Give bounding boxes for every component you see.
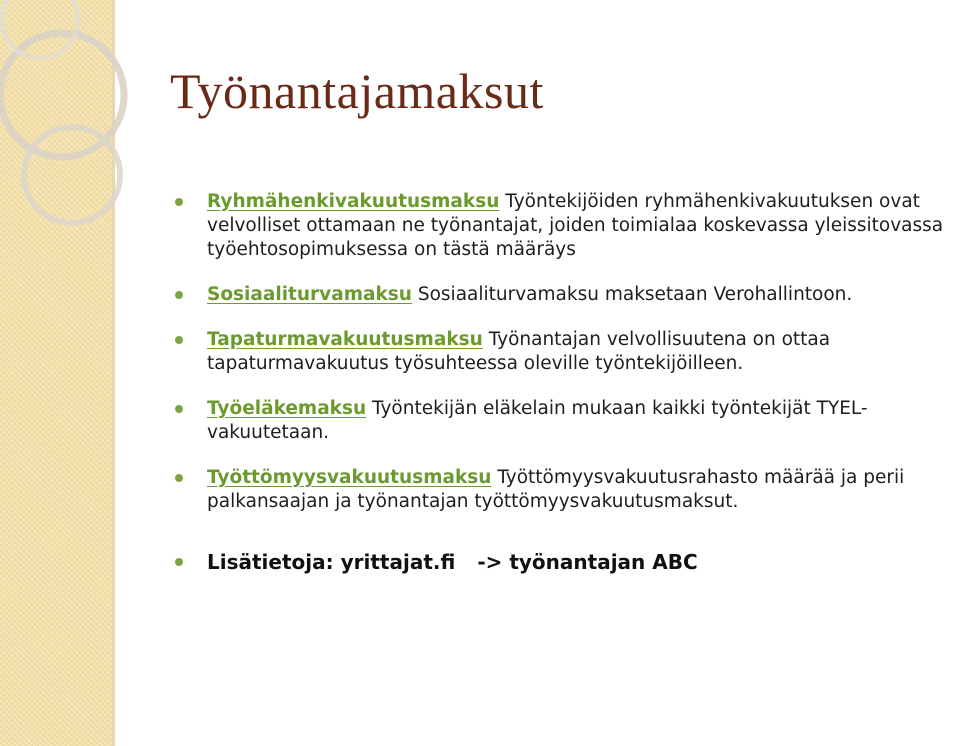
list-item — [175, 466, 955, 514]
bullet-dot-icon — [175, 198, 183, 206]
more-info-arrow-text: -> työnantajan ABC — [477, 550, 698, 574]
link-tyottomyysvakuutusmaksu[interactable]: Työttömyysvakuutusmaksu — [207, 467, 492, 488]
bullet-dot-icon — [175, 558, 183, 566]
list-item — [175, 190, 955, 262]
bullet-text: Työntekijän eläkelain mukaan kaikki työntekijät TYEL-vakuutetaan. — [207, 398, 868, 443]
bullet-dot-icon — [175, 291, 183, 299]
link-sosiaaliturvamaksu[interactable]: Sosiaaliturvamaksu — [207, 284, 412, 305]
list-item — [175, 397, 955, 445]
bullet-text: Sosiaaliturvamaksu maksetaan Verohallintoon. — [417, 284, 853, 305]
link-ryhmahenkivakuutusmaksu[interactable]: Ryhmähenkivakuutusmaksu — [207, 191, 500, 212]
more-info-item — [175, 550, 955, 574]
more-info-label: Lisätietoja: yrittajat.fi — [207, 550, 456, 574]
bullet-list — [175, 190, 955, 595]
page-title: Työnantajamaksut — [170, 63, 544, 119]
bullet-dot-icon — [175, 336, 183, 344]
bullet-text: Työntekijöiden ryhmähenkivakuutuksen ovat velvolliset ottamaan ne työnantajat, joiden toimialaa koskevassa yleissitovassa työehtosopimuksessa on tästä määräys — [207, 191, 944, 260]
link-tyoelakemaksu[interactable]: Työeläkemaksu — [207, 398, 367, 419]
bullet-dot-icon — [175, 474, 183, 482]
list-item — [175, 283, 955, 307]
bullet-text: Työnantajan velvollisuutena on ottaa tapaturmavakuutus työsuhteessa oleville työntekijöilleen. — [207, 329, 831, 374]
bullet-dot-icon — [175, 405, 183, 413]
bullet-text: Työttömyysvakuutusrahasto määrää ja perii palkansaajan ja työnantajan työttömyysvakuutusmaksut. — [207, 467, 905, 512]
list-item — [175, 328, 955, 376]
decorative-rings-icon — [0, 0, 140, 260]
link-tapaturmavakuutusmaksu[interactable]: Tapaturmavakuutusmaksu — [207, 329, 483, 350]
